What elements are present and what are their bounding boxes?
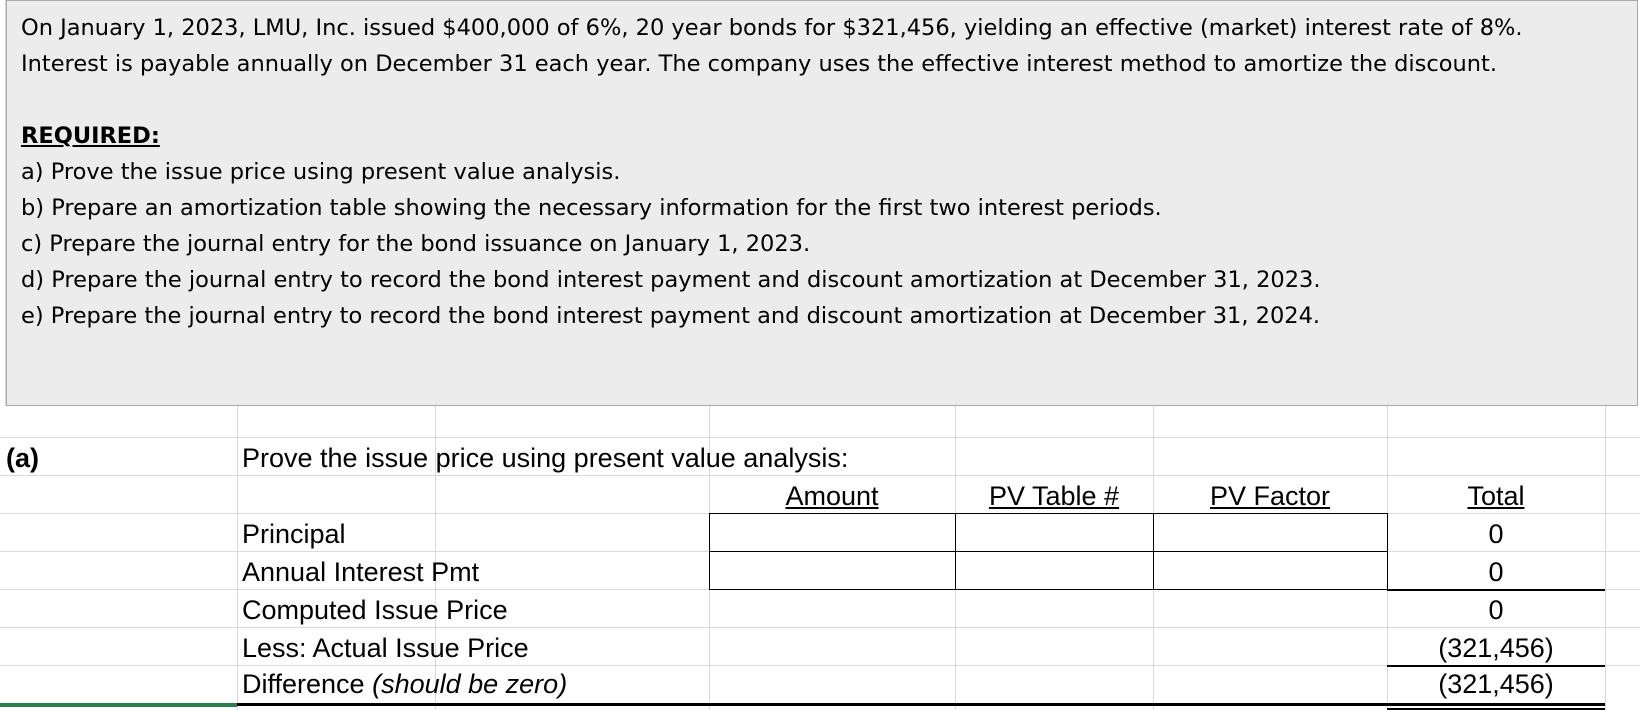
section-a-label: (a) [6, 443, 39, 473]
gridline [0, 475, 1640, 476]
total-computed[interactable]: 0 [1488, 595, 1504, 625]
required-item-a: a) Prove the issue price using present value analysis. [21, 159, 621, 185]
header-pv-table: PV Table # [988, 481, 1120, 511]
header-pv-factor: PV Factor [1209, 481, 1331, 511]
total-double-underline [1387, 708, 1605, 710]
required-heading: REQUIRED: [21, 123, 160, 149]
section-a-title: Prove the issue price using present value analysis: [242, 443, 849, 473]
total-less-actual[interactable]: (321,456) [1438, 633, 1554, 663]
problem-text-box[interactable] [6, 0, 1638, 406]
selected-cell-indicator [0, 703, 237, 707]
interest-pv-table-input[interactable] [955, 551, 1154, 590]
total-interest[interactable]: 0 [1488, 557, 1504, 587]
bottom-border [237, 703, 1605, 706]
required-item-d: d) Prepare the journal entry to record the bond interest payment and discount amortization at December 31, 2023. [21, 267, 1321, 293]
gridline [0, 627, 1640, 628]
interest-pv-factor-input[interactable] [1153, 551, 1388, 590]
total-underline [1387, 665, 1605, 667]
required-item-c: c) Prepare the journal entry for the bond issuance on January 1, 2023. [21, 231, 811, 257]
total-underline [1387, 589, 1605, 591]
header-total: Total [1467, 481, 1525, 511]
principal-pv-table-input[interactable] [955, 513, 1154, 552]
total-principal[interactable]: 0 [1488, 519, 1504, 549]
header-amount: Amount [785, 481, 879, 511]
row-label-less-actual: Less: Actual Issue Price [242, 633, 529, 663]
row-label-interest: Annual Interest Pmt [242, 557, 480, 587]
problem-line-2: Interest is payable annually on December 31 each year. The company uses the effective interest method to amortize the discount. [21, 51, 1498, 77]
row-label-principal: Principal [242, 519, 346, 549]
row-label-computed: Computed Issue Price [242, 595, 508, 625]
total-difference[interactable]: (321,456) [1438, 669, 1554, 699]
required-item-e: e) Prepare the journal entry to record the bond interest payment and discount amortization at December 31, 2024. [21, 303, 1321, 329]
interest-amount-input[interactable] [709, 551, 956, 590]
gridline [0, 437, 1640, 438]
problem-line-1: On January 1, 2023, LMU, Inc. issued $400,000 of 6%, 20 year bonds for $321,456, yielding an effective (market) interest rate of 8%. [21, 15, 1523, 41]
principal-amount-input[interactable] [709, 513, 956, 552]
row-label-difference [242, 667, 567, 701]
required-item-b: b) Prepare an amortization table showing the necessary information for the first two interest periods. [21, 195, 1162, 221]
difference-label-note: (should be zero) [372, 669, 568, 699]
principal-pv-factor-input[interactable] [1153, 513, 1388, 552]
difference-label-main: Difference [242, 669, 373, 699]
